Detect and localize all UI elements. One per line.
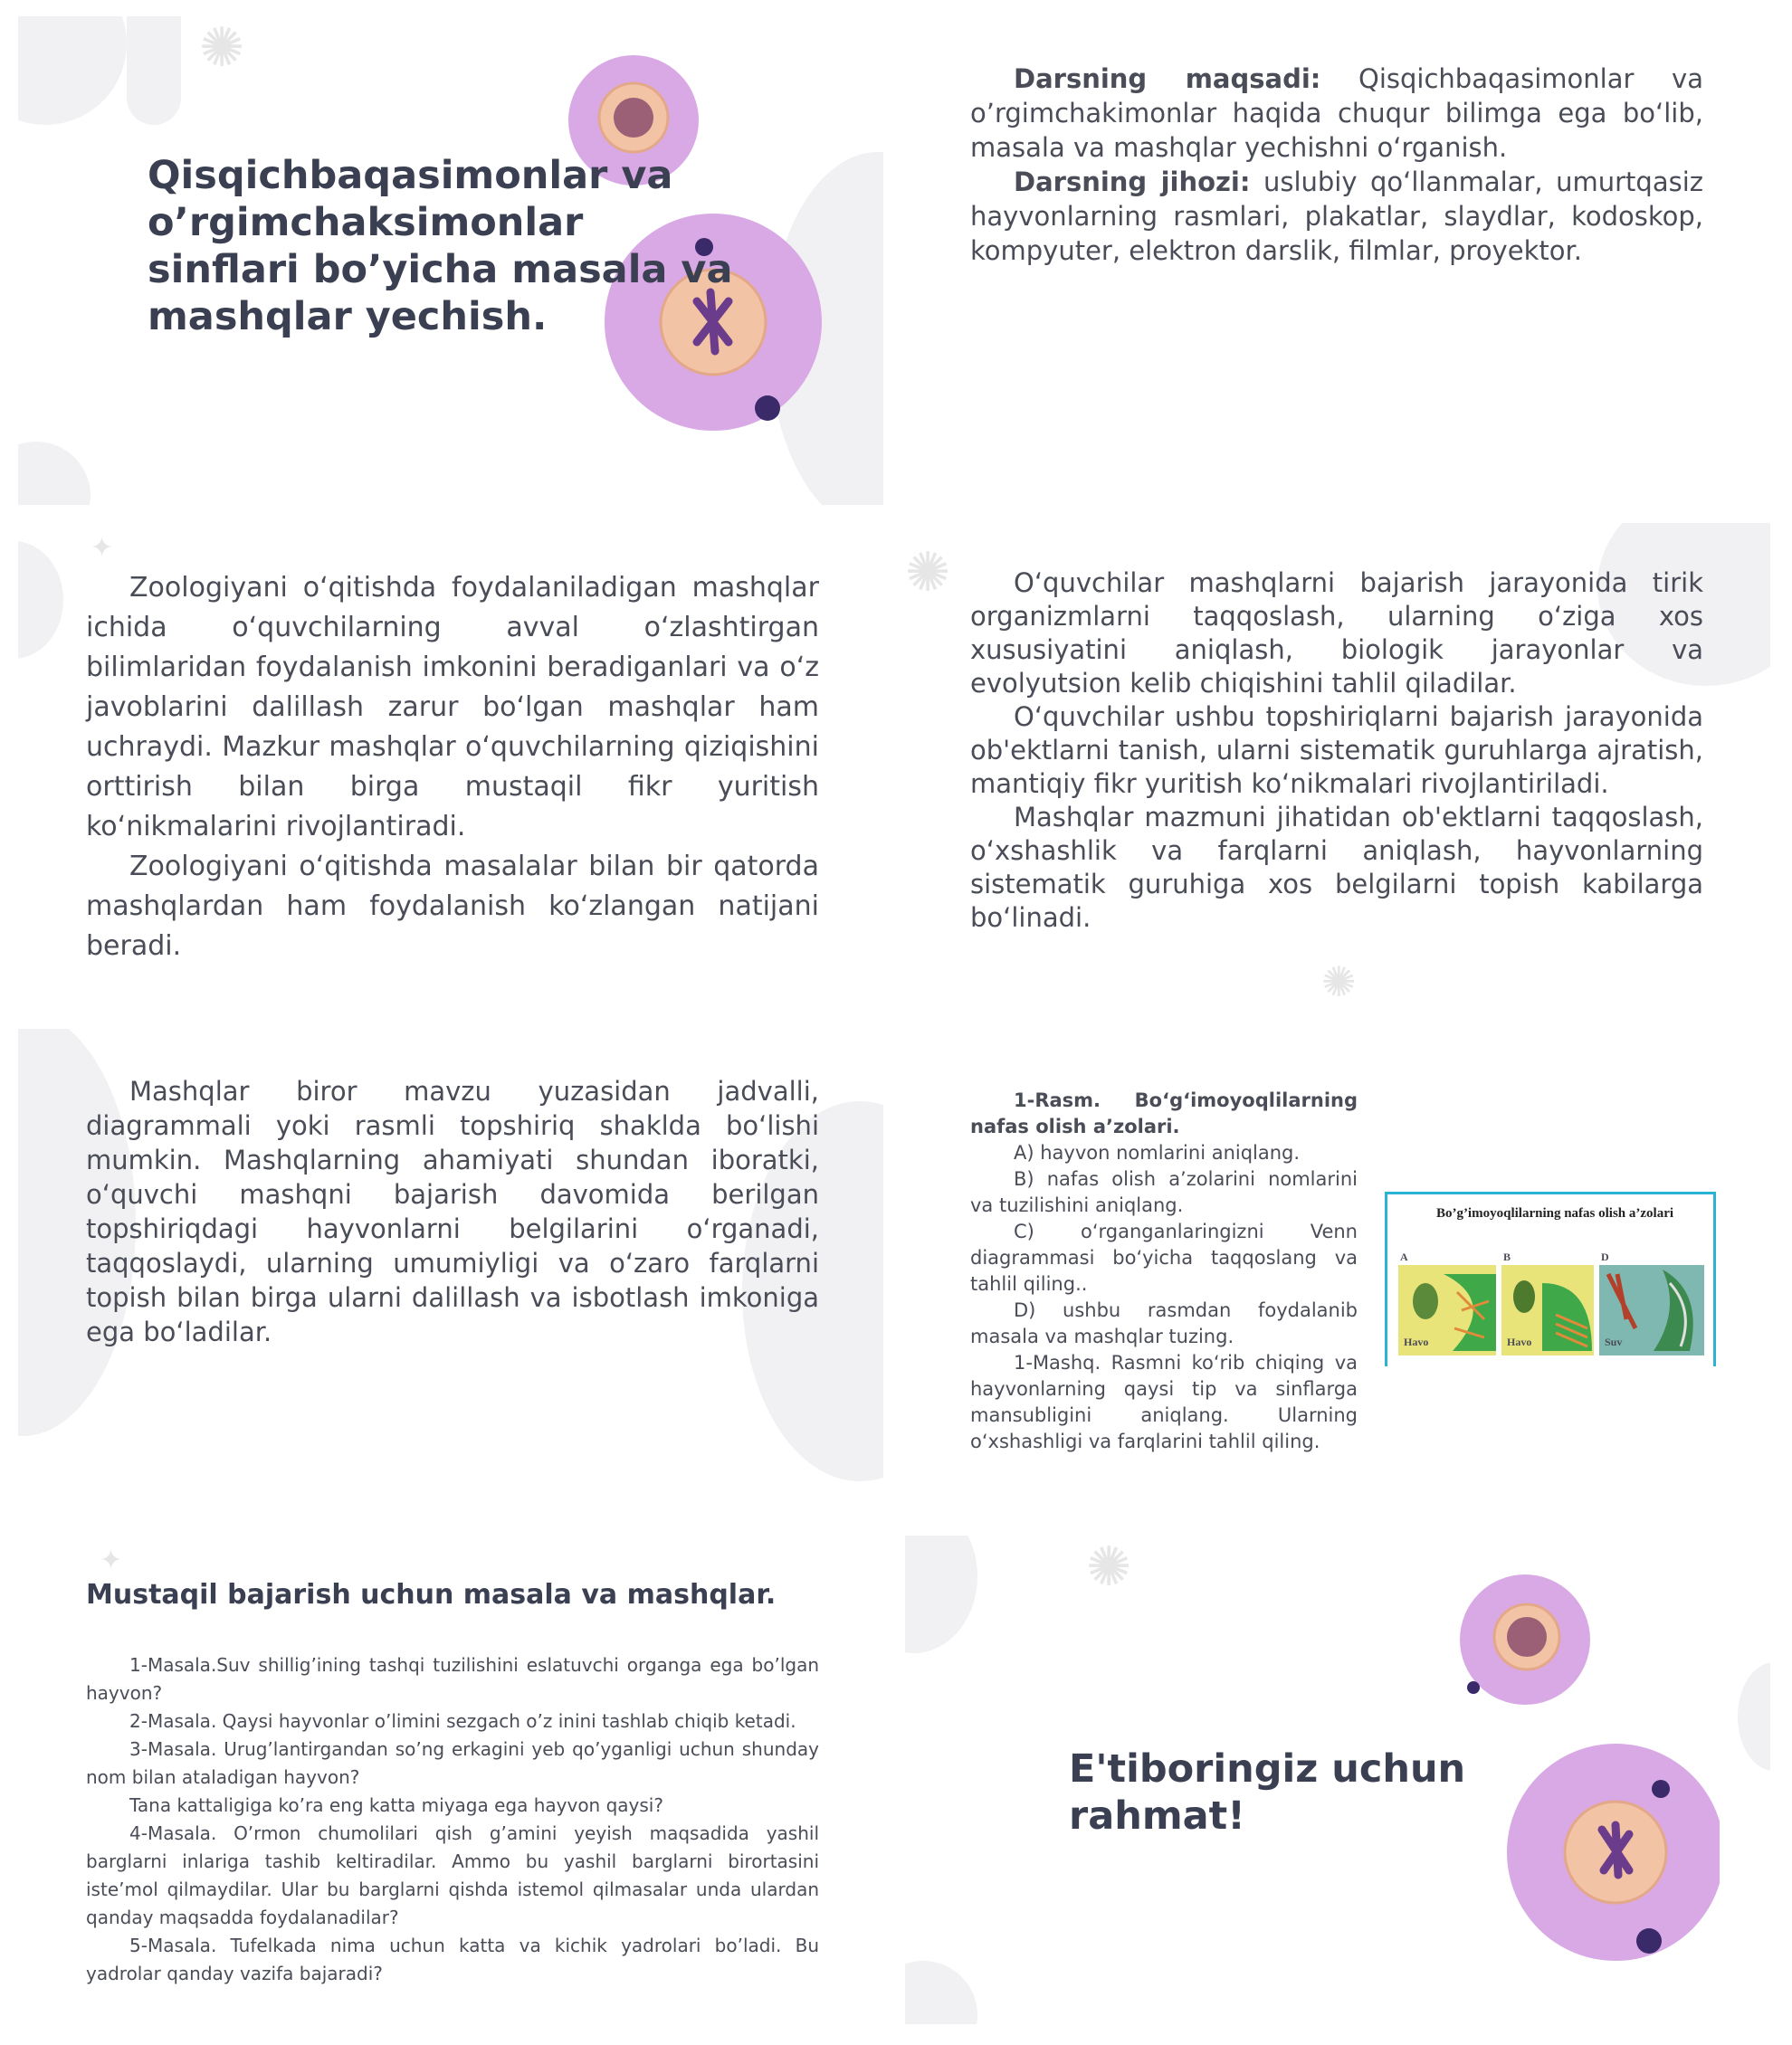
virus-decor-icon: ✦ [100,1546,123,1575]
figure-panel-b [1501,1249,1594,1355]
paragraph: Zoologiyani o‘qitishda foydalaniladigan mashqlar ichida o‘quvchilarning avval o‘zlashtirgan bilimlaridan foydalanish imkonini beradiganlari va o‘z javoblarini dalillash zarur bo‘lgan mashqlar ham uchraydi. Mazkur mashqlar o‘quvchilarning qiziqishini orttirish bilan birga mustaqil fikr yuritish ko‘nikmalarini rivojlantiradi. [86,572,819,842]
decor-blob [1738,1662,1770,1771]
exercise-text [970,1088,1358,1455]
panel-background [1501,1265,1594,1355]
virus-decor-icon: ✦ [91,533,114,563]
panel-background [1599,1265,1704,1355]
figure-caption: 1-Rasm. Bo‘g‘imoyoqlilarning nafas olish a’zolari. [970,1089,1358,1137]
slide-2 [905,16,1770,505]
task-a: A) hayvon nomlarini aniqlang. [1014,1142,1301,1164]
virus-decor-icon: ✺ [905,542,951,603]
body-text [970,566,1703,935]
figure-title: Bo’g’imoyoqlilarning nafas olish a’zolari [1435,1206,1674,1221]
aim-label: Darsning maqsadi: [1014,63,1321,94]
task-c: C) o‘rganganlaringizni Venn diagrammasi bo‘yicha taqqoslang va tahlil qiling.. [970,1221,1358,1295]
equipment-label: Darsning jihozi: [1014,166,1251,197]
panel-letter: A [1400,1251,1408,1263]
body-text [86,568,819,966]
task-item: 1-Masala.Suv shillig’ining tashqi tuzilishini eslatuvchi organga ega bo’lgan hayvon? [86,1654,819,1704]
slide-3 [18,523,883,1012]
panel-label: Suv [1605,1336,1623,1348]
panel-letter: D [1601,1251,1609,1263]
respiratory-figure [1385,1192,1716,1366]
equipment-text: uslubiy qo‘llanmalar, umurtqasiz hayvonlarning rasmlari, plakatlar, slaydlar, kodoskop, kompyuter, elektron darslik, filmlar, proyektor. [970,166,1703,266]
slide-1 [18,16,883,505]
virus-decor-icon: ✺ [199,17,245,78]
paragraph: Mashqlar biror mavzu yuzasidan jadvalli, diagrammali yoki rasmli topshiriq shaklda bo‘lishi mumkin. Mashqlarning ahamiyati shundan iboratki, o‘quvchi mashqni bajarish davomida berilgan topshiriqdagi hayvonlarni belgilarini o‘rganadi, taqqoslaydi, ularning umumiyligi va o‘zaro farqlarni topish bilan birga ularni dalillash va isbotlash imkoniga ega bo‘ladilar. [86,1076,819,1347]
virus-decor-icon: ✺ [1321,958,1357,1005]
task-b: B) nafas olish a’zolarini nomlarini va tuzilishini aniqlang. [970,1168,1358,1216]
decor-blob [18,541,63,659]
decor-blob [18,16,127,125]
figure-panel-a [1398,1249,1496,1355]
aim-text: Qisqichbaqasimonlar va o’rgimchakimonlar haqida chuqur bilimga ega bo‘lib, masala va mashqlar yechishni o‘rganish. [970,63,1703,163]
task-item: 3-Masala. Urug’lantirgandan so’ng erkagini yeb qo’yganligi uchun shunday nom bilan ataladigan hayvon? [86,1738,819,1788]
decor-blob [905,1961,977,2024]
panel-letter: B [1503,1251,1511,1263]
slide-6 [905,1029,1770,1517]
tasks-list [86,1651,819,1988]
slide-7 [18,1536,883,2024]
panel-background [1398,1265,1496,1355]
paragraph: O‘quvchilar mashqlarni bajarish jarayonida tirik organizmlarni taqqoslash, ularning o‘ziga xos xususiyatini aniqlash, biologik jarayonlar va evolyutsion kelib chiqishini tahlil qiladilar. [970,567,1703,699]
decor-blob [905,1536,977,1653]
paragraph: Zoologiyani o‘qitishda masalalar bilan bir qatorda mashqlardan ham foydalanish ko‘zlangan natijani beradi. [86,851,819,962]
panel-label: Havo [1404,1336,1429,1348]
task-d: D) ushbu rasmdan foydalanib masala va mashqlar tuzing. [970,1299,1358,1347]
panel-label: Havo [1507,1336,1532,1348]
task-item: 4-Masala. O’rmon chumolilari qish g’amini yeyish maqsadida yashil barglarni inlariga tashib keltiradilar. Ammo bu yashil barglarni birortasini iste’mol qilmaydilar. Ular bu barglarni qishda istemol qilmasalar unda ulardan qanday maqsadda foydalanadilar? [86,1822,819,1928]
decor-blob [18,442,91,505]
slide-title: Mustaqil bajarish uchun masala va mashqlar. [86,1579,777,1611]
body-text [86,1074,819,1349]
paragraph: O‘quvchilar ushbu topshiriqlarni bajarish jarayonida ob'ektlarni tanish, ularni sistematik guruhlarga ajratish, mantiqiy fikr yuritish ko‘nikmalari rivojlantiriladi. [970,701,1703,799]
decor-blob [127,16,181,125]
task-item: 2-Masala. Qaysi hayvonlar o’limini sezgach o’z inini tashlab chiqib ketadi. [129,1710,796,1732]
slide-5 [18,1029,883,1517]
lesson-info [970,62,1703,268]
task-item: Tana kattaligiga ko’ra eng katta miyaga ega hayvon qaysi? [129,1794,663,1816]
exercise-1: 1-Mashq. Rasmni ko‘rib chiqing va hayvonlarning qaysi tip va sinflarga mansubligini aniqlang. Ularning o‘xshashligi va farqlarini tahlil qiling. [970,1352,1358,1452]
paragraph: Mashqlar mazmuni jihatidan ob'ektlarni taqqoslash, o‘xshashlik va farqlarni aniqlash, hayvonlarning sistematik guruhiga xos belgilarni topish kabilarga bo‘linadi. [970,802,1703,933]
slide-4 [905,523,1770,1012]
figure-panel-d [1599,1249,1704,1355]
slide-8 [905,1536,1770,2024]
virus-decor-icon: ✺ [1086,1536,1132,1597]
task-item: 5-Masala. Tufelkada nima uchun katta va kichik yadrolari bo’ladi. Bu yadrolar qanday vazifa bajaradi? [86,1935,819,1984]
slide-title: Qisqichbaqasimonlar va o’rgimchaksimonlar sinflari bo’yicha masala va mashqlar yechish. [148,153,733,339]
closing-title: E'tiboringiz uchun rahmat! [1069,1746,1466,1839]
